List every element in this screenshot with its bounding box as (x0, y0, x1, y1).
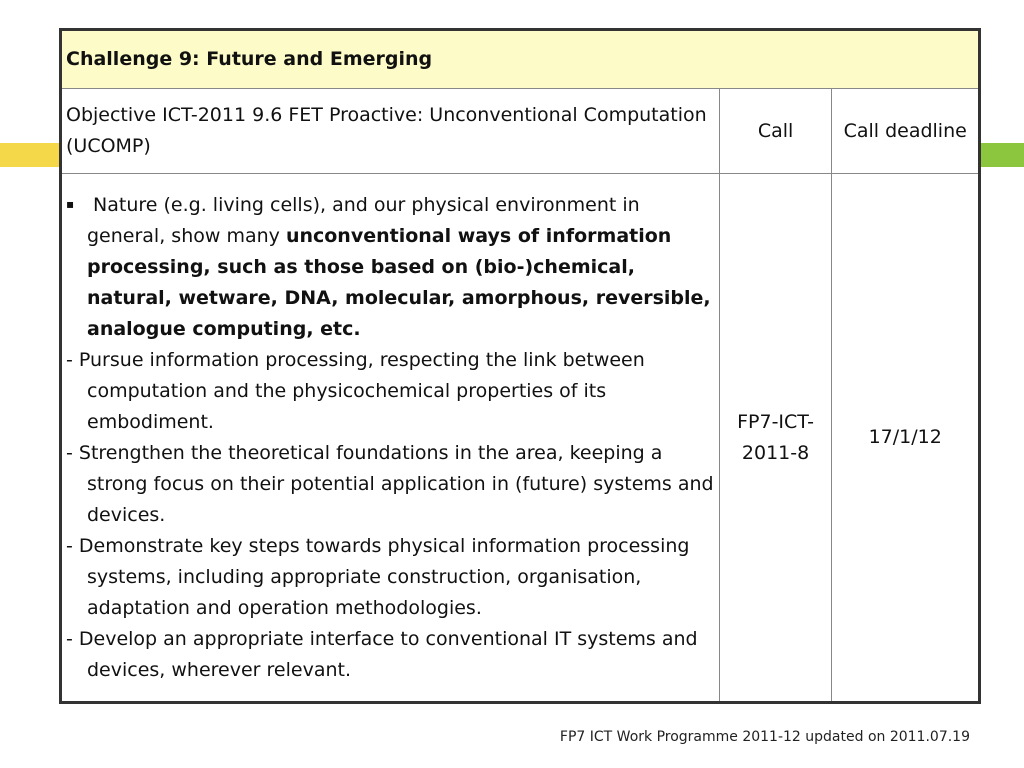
call-id: FP7-ICT-2011-8 (719, 174, 832, 703)
point-item: - Develop an appropriate interface to conventional IT systems and devices, wherever relevant. (66, 628, 698, 681)
header-row (61, 89, 980, 174)
accent-bar-right (980, 143, 1024, 167)
challenge-title: Challenge 9: Future and Emerging (61, 30, 980, 89)
challenge-table (59, 28, 981, 704)
bullet-item (66, 189, 715, 345)
call-column-heading: Call (719, 89, 832, 174)
objective-heading: Objective ICT-2011 9.6 FET Proactive: Unconventional Computation (UCOMP) (61, 89, 720, 174)
call-deadline: 17/1/12 (832, 174, 980, 703)
footer-note: FP7 ICT Work Programme 2011-12 updated on 2011.07.19 (559, 729, 970, 745)
point-item: - Demonstrate key steps towards physical information processing systems, including appropriate construction, organisation, adaptation and operation methodologies. (66, 535, 690, 619)
content-row (61, 174, 980, 703)
point-item: - Pursue information processing, respecting the link between computation and the physicochemical properties of its embodiment. (66, 349, 645, 433)
bullet-text-plain: Nature (e.g. living cells), and our physical environment in general, show many (87, 194, 640, 247)
point-item: - Strengthen the theoretical foundations in the area, keeping a strong focus on their potential application in (future) systems and devices. (66, 442, 714, 526)
bullet-square-icon: ▪ (66, 197, 75, 211)
bullet-text-bold: unconventional ways of information processing, such as those based on (bio-)chemical, natural, wetware, DNA, molecular, amorphous, reversible, analogue computing, etc. (87, 225, 711, 340)
objective-description (61, 174, 720, 703)
deadline-column-heading: Call deadline (832, 89, 980, 174)
title-row (61, 30, 980, 89)
accent-bar-left (0, 143, 62, 167)
